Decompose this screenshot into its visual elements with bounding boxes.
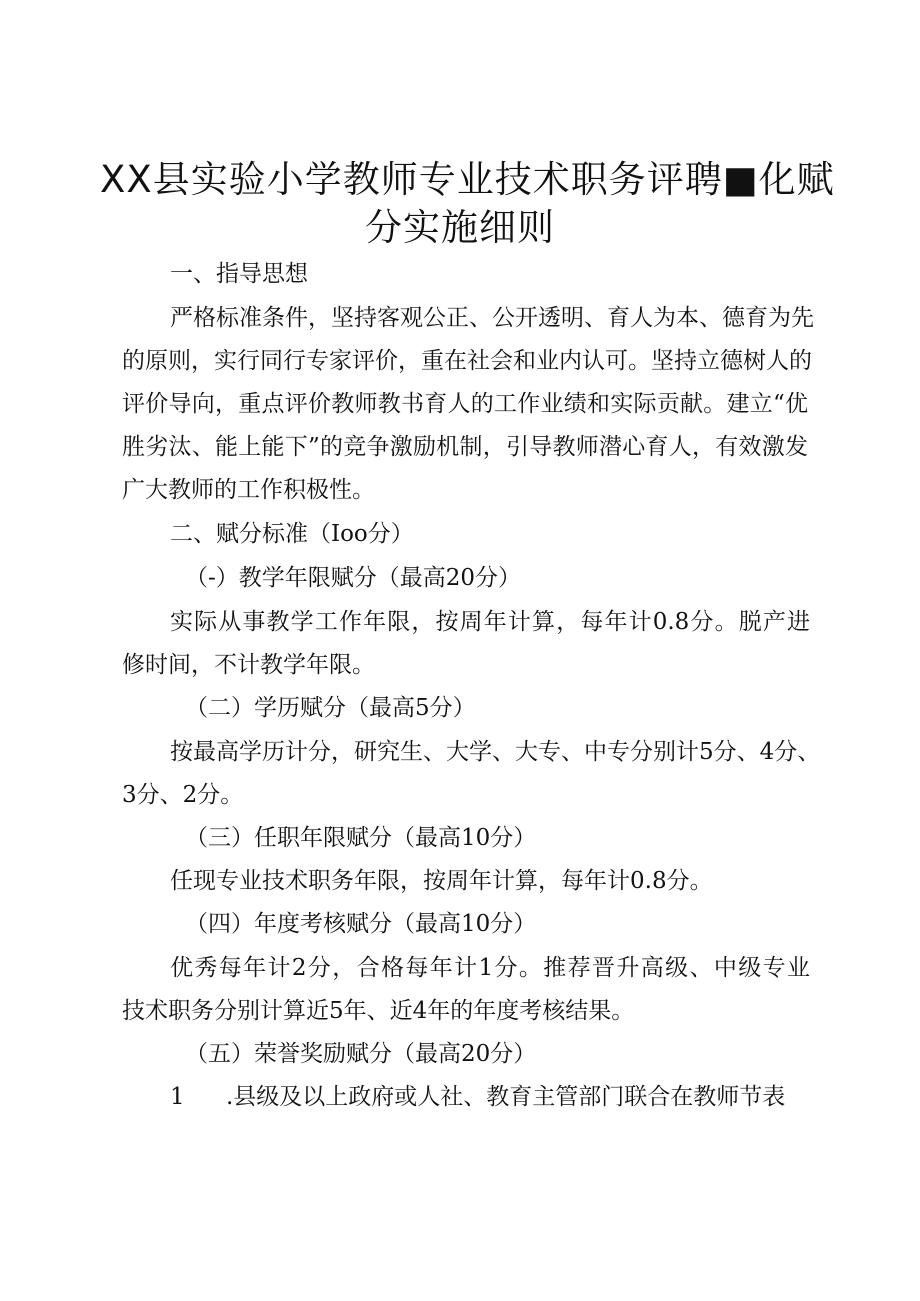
paragraph-line: 的原则，实行同行专家评价，重在社会和业内认可。坚持立德树人的 [122,348,812,374]
paragraph-line: 按最高学历计分，研究生、大学、大专、中专分别计5分、4分、 [170,739,821,765]
paragraph-line: 严格标准条件，坚持客观公正、公开透明、育人为本、德育为先 [170,305,814,331]
document-title-line-1: XX县实验小学教师专业技术职务评聘■化赋 [100,158,835,201]
subsection-heading-honors-awards: （五）荣誉奖励赋分（最高20分） [185,1041,537,1067]
paragraph-line: 优秀每年计2分，合格每年计1分。推荐晋升高级、中级专业 [170,955,810,981]
subsection-heading-education: （二）学历赋分（最高5分） [185,695,476,721]
paragraph-line: 任现专业技术职务年限，按周年计算，每年计0.8分。 [170,868,713,894]
subsection-heading-tenure-years: （三）任职年限赋分（最高10分） [185,825,537,851]
paragraph-line: 广大教师的工作积极性。 [122,477,375,503]
item-text: .县级及以上政府或人社、教育主管部门联合在教师节表 [226,1084,786,1110]
section-heading-scoring-standard: 二、赋分标准（Ioo分） [170,521,414,547]
item-number: 1 [170,1084,185,1110]
paragraph-line: 评价导向，重点评价教师教书育人的工作业绩和实际贡献。建立“优 [122,391,808,417]
paragraph-line: 实际从事教学工作年限，按周年计算，每年计0.8分。脱产进 [170,609,810,635]
subsection-heading-teaching-years: （-）教学年限赋分（最高20分） [185,565,522,591]
section-heading-guiding-ideology: 一、指导思想 [170,261,308,287]
paragraph-line: 修时间，不计教学年限。 [122,652,375,678]
document-title-line-2: 分实施细则 [365,206,555,249]
paragraph-line: 胜劣汰、能上能下”的竞争激励机制，引导教师潜心育人，有效激发 [122,434,808,460]
paragraph-line: 3分、2分。 [122,782,244,808]
paragraph-line: 技术职务分别计算近5年、近4年的年度考核结果。 [122,998,635,1024]
numbered-item [170,1079,810,1115]
subsection-heading-annual-assessment: （四）年度考核赋分（最高10分） [185,911,537,937]
